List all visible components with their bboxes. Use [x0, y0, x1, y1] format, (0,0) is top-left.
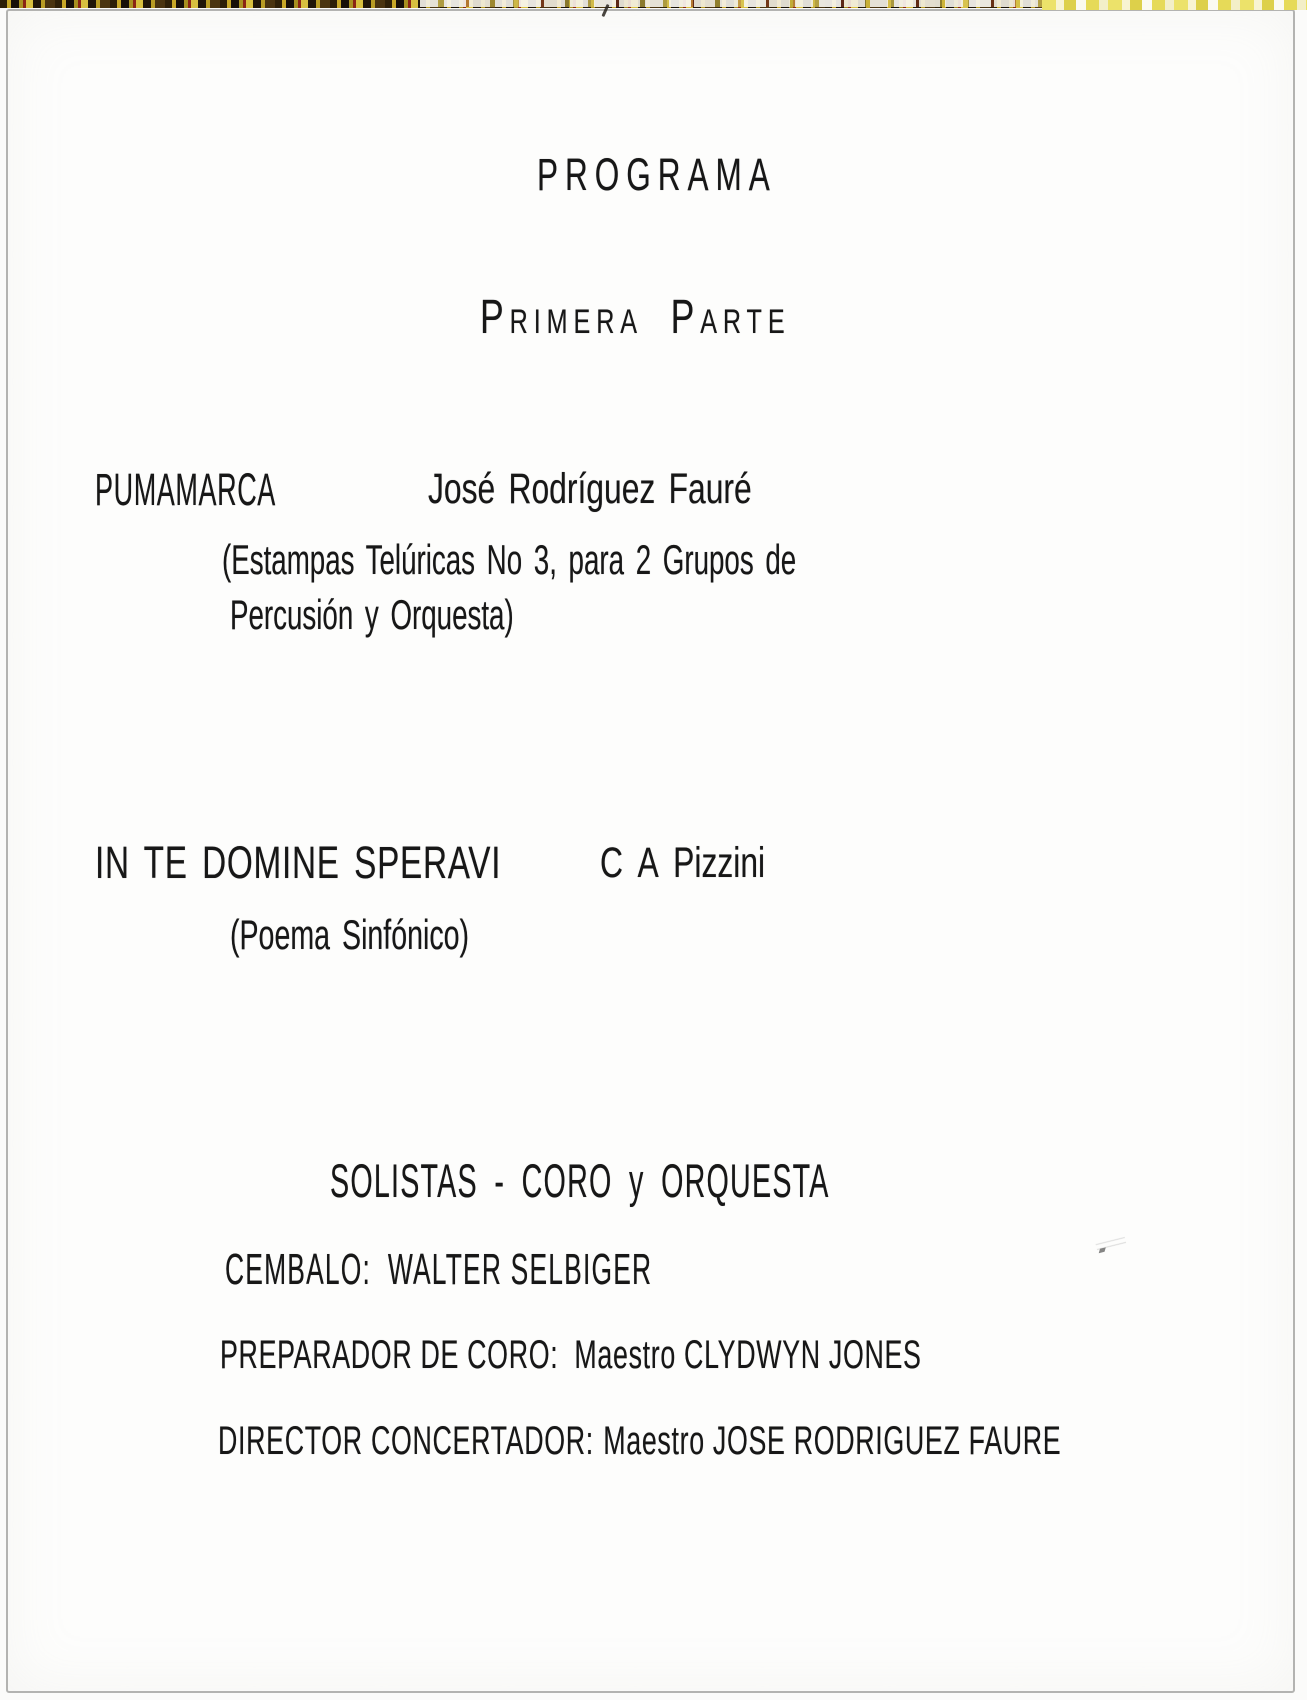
credit-role: DIRECTOR CONCERTADOR:	[218, 1419, 594, 1463]
credit-row-preparador	[220, 1335, 922, 1375]
credit-name: WALTER SELBIGER	[387, 1245, 653, 1294]
work-composer-faure: José Rodríguez Fauré	[428, 465, 752, 513]
credit-row-cembalo	[225, 1245, 653, 1294]
work-subtitle-line: Percusión y Orquesta)	[230, 591, 514, 638]
credit-role: PREPARADOR DE CORO:	[220, 1333, 559, 1377]
ensemble-line: SOLISTAS - CORO y ORQUESTA	[330, 1154, 830, 1207]
work-composer-pizzini: C A Pizzini	[600, 839, 766, 887]
work-subtitle-line: (Estampas Telúricas No 3, para 2 Grupos de	[222, 536, 797, 583]
scan-edge-artifact-pale	[420, 0, 1045, 7]
work-title-pumamarca: PUMAMARCA	[95, 464, 276, 515]
credit-role: CEMBALO:	[225, 1245, 372, 1294]
credit-row-director	[218, 1421, 1061, 1461]
work-title-in-te-domine: IN TE DOMINE SPERAVI	[95, 837, 502, 888]
work-subtitle-line: (Poema Sinfónico)	[230, 911, 470, 958]
scan-edge-artifact-yellow	[1042, 0, 1307, 10]
section-heading: Primera Parte	[480, 291, 791, 344]
page-title: PROGRAMA	[537, 149, 777, 200]
credit-name: Maestro JOSE RODRIGUEZ FAURE	[603, 1419, 1062, 1463]
credit-name: Maestro CLYDWYN JONES	[574, 1333, 922, 1377]
